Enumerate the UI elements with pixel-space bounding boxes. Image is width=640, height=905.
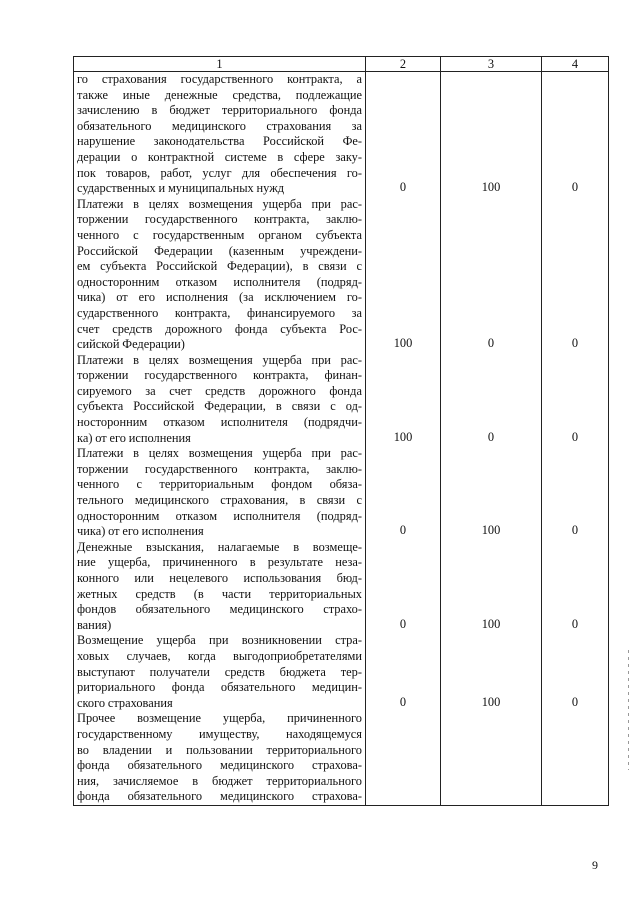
description-line: го страхования государственного контракта, а [77,72,362,86]
description-line: обязательного медицинского страхования за [77,118,362,133]
description-line: сируемого за счет средств дорожного фонда [77,383,362,398]
description-line: ем субъекта Российской Федерации), в связи с [77,259,362,274]
page-number: 9 [592,858,598,872]
description-line: зачислению в бюджет территориального фонда [77,103,362,118]
percent-cell-col2 [366,711,441,805]
percent-cell-col3: 100 [441,540,542,634]
column-header-2: 2 [366,57,441,72]
revenue-distribution-table [73,56,609,806]
description-line: Платежи в целях возмещения ущерба при рас- [77,446,362,461]
percent-cell-col2: 0 [366,633,441,711]
percent-cell-col4: 0 [542,633,609,711]
description-line: торжении государственного контракта, финан- [77,368,362,383]
percent-cell-col4: 0 [542,353,609,447]
percent-cell-col3: 0 [441,197,542,353]
description-line: счет средств дорожного фонда субъекта Рос- [77,321,362,336]
percent-cell-col2: 0 [366,72,441,197]
percent-cell-col2: 100 [366,197,441,353]
description-line: Возмещение ущерба при возникновении стра- [77,633,362,648]
table-row [74,540,609,634]
description-line: конного или нецелевого использования бюд- [77,571,362,585]
percent-cell-col2: 0 [366,540,441,634]
description-line: Платежи в целях возмещения ущерба при рас- [77,352,362,367]
description-line: нарушение законодательства Российской Фе- [77,134,362,149]
description-line: ченного с государственным органом субъекта [77,227,362,242]
description-line: ченного с территориальным фондом обяза- [77,477,362,492]
percent-cell-col2: 0 [366,446,441,540]
description-line: ховых случаев, когда выгодоприобретателями [77,648,362,663]
description-line: жетных средств (в части территориальных [77,586,362,601]
description-line: субъекта Российской Федерации, в связи с од- [77,399,362,414]
description-line: Российской Федерации (казенным учреждени- [77,243,362,258]
description-line: фонда обязательного медицинского страхова- [77,758,362,773]
description-line: во владении и пользовании территориального [77,742,362,757]
description-line: сийской Федерации) [77,337,185,352]
description-line: дерации о контрактной системе в сфере заку- [77,149,362,164]
percent-cell-col4: 0 [542,72,609,197]
description-line: выступают получатели средств бюджета тер- [77,664,362,679]
table-row [74,197,609,353]
description-line: односторонним отказом исполнителя (подряд- [77,274,362,289]
column-header-3: 3 [441,57,542,72]
row-description [74,197,366,353]
percent-cell-col4: 0 [542,197,609,353]
table-row [74,633,609,711]
description-line: торжении государственного контракта, заклю- [77,212,362,227]
description-line: риториального фонда обязательного медицин- [77,680,362,695]
description-line: также иные денежные средства, подлежащие [77,87,362,102]
description-line: фонда обязательного медицинского страхова- [77,789,362,804]
table-header-row [74,57,609,72]
table-row [74,711,609,805]
percent-cell-col3: 100 [441,72,542,197]
percent-cell-col2: 100 [366,353,441,447]
description-line: односторонним отказом исполнителя (подряд- [77,508,362,523]
description-line: торжении государственного контракта, заклю- [77,461,362,476]
row-description [74,711,366,805]
percent-cell-col4 [542,711,609,805]
percent-cell-col4: 0 [542,540,609,634]
description-line: ского страхования [77,695,173,710]
description-line: Прочее возмещение ущерба, причиненного [77,711,362,726]
row-description [74,540,366,634]
row-description [74,633,366,711]
table-body [74,72,609,806]
percent-cell-col3: 100 [441,633,542,711]
column-header-4: 4 [542,57,609,72]
table-row [74,72,609,197]
description-line: ние ущерба, причиненного в результате неза- [77,555,362,570]
description-line: ния, зачисляемое в бюджет территориального [77,773,362,788]
row-description [74,72,366,197]
row-description [74,446,366,540]
table-row [74,353,609,447]
description-line: тельного медицинского страхования, в связи с [77,493,362,508]
description-line: чика) от его исполнения (за исключением го- [77,290,362,305]
table-row [74,446,609,540]
description-line: ка) от его исполнения [77,430,191,445]
description-line: вания) [77,617,112,632]
row-description [74,353,366,447]
description-line: сударственных и муниципальных нужд [77,181,285,196]
description-line: государственному имуществу, находящемуся [77,726,362,741]
percent-cell-col3: 0 [441,353,542,447]
description-line: Денежные взыскания, налагаемые в возмеще- [77,539,362,554]
scan-artifact-mark [628,650,629,770]
column-header-1: 1 [74,57,366,72]
percent-cell-col4: 0 [542,446,609,540]
description-line: Платежи в целях возмещения ущерба при рас- [77,196,362,211]
percent-cell-col3: 100 [441,446,542,540]
description-line: сударственного контракта, финансируемого за [77,305,362,320]
description-line: чика) от его исполнения [77,524,204,539]
description-line: пок товаров, работ, услуг для обеспечения го- [77,165,362,180]
percent-cell-col3 [441,711,542,805]
description-line: фондов обязательного медицинского страхо- [77,602,362,617]
description-line: носторонним отказом исполнителя (подрядчи- [77,415,362,430]
